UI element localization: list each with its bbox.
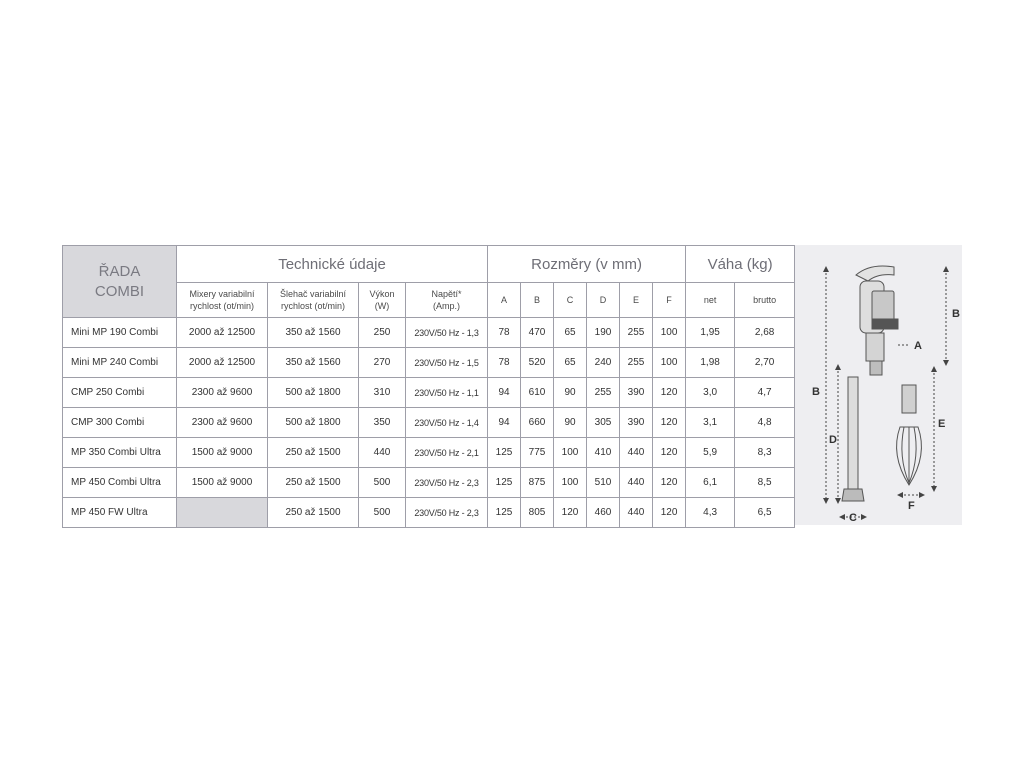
power: 250 <box>359 318 406 348</box>
dim-b: 470 <box>521 318 554 348</box>
dim-c-header: C <box>554 283 587 318</box>
dim-d: 190 <box>587 318 620 348</box>
dim-b: 610 <box>521 378 554 408</box>
whisk-speed: 350 až 1560 <box>268 348 359 378</box>
dim-a-header: A <box>488 283 521 318</box>
power-header-line-2: (W) <box>374 301 390 311</box>
power: 270 <box>359 348 406 378</box>
net-weight: 6,1 <box>686 468 735 498</box>
dim-b: 805 <box>521 498 554 528</box>
label-f: F <box>908 500 915 512</box>
dim-c: 120 <box>554 498 587 528</box>
power-header <box>359 283 406 318</box>
spec-table <box>62 245 795 528</box>
dim-b: 775 <box>521 438 554 468</box>
table-row <box>63 408 795 438</box>
dim-e: 390 <box>620 408 653 438</box>
table-row <box>63 438 795 468</box>
voltage-header-line-2: (Amp.) <box>433 301 460 311</box>
table-row <box>63 498 795 528</box>
whisk-speed: 250 až 1500 <box>268 498 359 528</box>
whisk-speed: 500 až 1800 <box>268 408 359 438</box>
table-row <box>63 378 795 408</box>
gross-weight: 2,70 <box>735 348 795 378</box>
whisk-speed-header <box>268 283 359 318</box>
dim-d-header: D <box>587 283 620 318</box>
whisk-speed: 500 až 1800 <box>268 378 359 408</box>
voltage-header-line-1: Napětí* <box>431 289 462 299</box>
label-c: C <box>849 512 857 524</box>
gross-weight: 8,5 <box>735 468 795 498</box>
dim-a: 125 <box>488 468 521 498</box>
mixer-speed-header <box>177 283 268 318</box>
dim-c: 65 <box>554 318 587 348</box>
gross-weight: 4,7 <box>735 378 795 408</box>
table-row <box>63 348 795 378</box>
dim-c: 90 <box>554 378 587 408</box>
dim-b: 520 <box>521 348 554 378</box>
dim-b: 875 <box>521 468 554 498</box>
mixer-speed: 2000 až 12500 <box>177 348 268 378</box>
dim-a: 94 <box>488 408 521 438</box>
dim-d: 305 <box>587 408 620 438</box>
voltage: 230V/50 Hz - 2,3 <box>406 498 488 528</box>
label-b-top: B <box>952 308 960 320</box>
gross-weight: 6,5 <box>735 498 795 528</box>
dim-a: 78 <box>488 318 521 348</box>
model-name: Mini MP 240 Combi <box>63 348 177 378</box>
dim-d: 410 <box>587 438 620 468</box>
power: 350 <box>359 408 406 438</box>
gross-weight: 2,68 <box>735 318 795 348</box>
mixer-speed: 2300 až 9600 <box>177 408 268 438</box>
voltage: 230V/50 Hz - 1,1 <box>406 378 488 408</box>
series-header-line-1: ŘADA <box>98 262 141 280</box>
voltage: 230V/50 Hz - 1,5 <box>406 348 488 378</box>
model-name: Mini MP 190 Combi <box>63 318 177 348</box>
dim-f: 100 <box>653 318 686 348</box>
dim-d: 510 <box>587 468 620 498</box>
mixer-speed-header-line-2: rychlost (ot/min) <box>189 301 254 311</box>
power-header-line-1: Výkon <box>369 289 395 299</box>
whisk-attachment <box>897 385 922 485</box>
model-name: CMP 300 Combi <box>63 408 177 438</box>
dim-b: 660 <box>521 408 554 438</box>
dim-e: 440 <box>620 498 653 528</box>
power: 440 <box>359 438 406 468</box>
dim-c: 65 <box>554 348 587 378</box>
mixer-speed: 2300 až 9600 <box>177 378 268 408</box>
voltage: 230V/50 Hz - 2,1 <box>406 438 488 468</box>
spec-sheet <box>62 245 962 525</box>
table-row <box>63 468 795 498</box>
mixer-speed: 1500 až 9000 <box>177 438 268 468</box>
dim-f: 120 <box>653 468 686 498</box>
voltage-header <box>406 283 488 318</box>
mixer-speed <box>177 498 268 528</box>
dim-a: 125 <box>488 498 521 528</box>
dim-e: 440 <box>620 438 653 468</box>
dim-f: 120 <box>653 378 686 408</box>
net-weight: 3,1 <box>686 408 735 438</box>
whisk-speed: 250 až 1500 <box>268 468 359 498</box>
blender-motor-unit <box>856 266 898 375</box>
label-a: A <box>914 340 922 352</box>
dim-c: 90 <box>554 408 587 438</box>
dim-f: 100 <box>653 348 686 378</box>
mixer-speed: 2000 až 12500 <box>177 318 268 348</box>
power: 500 <box>359 468 406 498</box>
mixer-speed-header-line-1: Mixery variabilní <box>189 289 255 299</box>
whisk-speed: 250 až 1500 <box>268 438 359 468</box>
dim-b-header: B <box>521 283 554 318</box>
dim-f: 120 <box>653 498 686 528</box>
dim-d: 460 <box>587 498 620 528</box>
whisk-speed: 350 až 1560 <box>268 318 359 348</box>
net-weight: 1,98 <box>686 348 735 378</box>
voltage: 230V/50 Hz - 2,3 <box>406 468 488 498</box>
label-b-left: B <box>812 386 820 398</box>
dim-e: 255 <box>620 348 653 378</box>
gross-weight-header: brutto <box>735 283 795 318</box>
net-weight: 1,95 <box>686 318 735 348</box>
model-name: MP 450 FW Ultra <box>63 498 177 528</box>
dim-c: 100 <box>554 438 587 468</box>
dim-a: 78 <box>488 348 521 378</box>
weight-group-header: Váha (kg) <box>686 246 795 283</box>
model-name: CMP 250 Combi <box>63 378 177 408</box>
net-weight: 4,3 <box>686 498 735 528</box>
whisk-speed-header-line-1: Šlehač variabilní <box>279 289 347 299</box>
model-name: MP 450 Combi Ultra <box>63 468 177 498</box>
power: 500 <box>359 498 406 528</box>
gross-weight: 4,8 <box>735 408 795 438</box>
dim-e-header: E <box>620 283 653 318</box>
net-weight: 3,0 <box>686 378 735 408</box>
label-d: D <box>829 434 837 446</box>
dim-e: 440 <box>620 468 653 498</box>
dim-c: 100 <box>554 468 587 498</box>
voltage: 230V/50 Hz - 1,3 <box>406 318 488 348</box>
gross-weight: 8,3 <box>735 438 795 468</box>
dim-f: 120 <box>653 438 686 468</box>
technical-group-header: Technické údaje <box>177 246 488 283</box>
table-row <box>63 318 795 348</box>
dim-f: 120 <box>653 408 686 438</box>
blender-dimension-drawing <box>810 245 960 525</box>
dim-e: 390 <box>620 378 653 408</box>
whisk-speed-header-line-2: rychlost (ot/min) <box>280 301 345 311</box>
mixer-speed: 1500 až 9000 <box>177 468 268 498</box>
dim-d: 240 <box>587 348 620 378</box>
model-name: MP 350 Combi Ultra <box>63 438 177 468</box>
dim-d: 255 <box>587 378 620 408</box>
net-weight: 5,9 <box>686 438 735 468</box>
series-header <box>63 246 177 318</box>
power: 310 <box>359 378 406 408</box>
series-header-line-2: COMBI <box>94 282 145 300</box>
voltage: 230V/50 Hz - 1,4 <box>406 408 488 438</box>
dim-f-header: F <box>653 283 686 318</box>
dim-e: 255 <box>620 318 653 348</box>
net-weight-header: net <box>686 283 735 318</box>
dimensions-group-header: Rozměry (v mm) <box>488 246 686 283</box>
dim-a: 125 <box>488 438 521 468</box>
blender-shaft <box>842 377 864 501</box>
dim-a: 94 <box>488 378 521 408</box>
label-e: E <box>938 418 946 430</box>
